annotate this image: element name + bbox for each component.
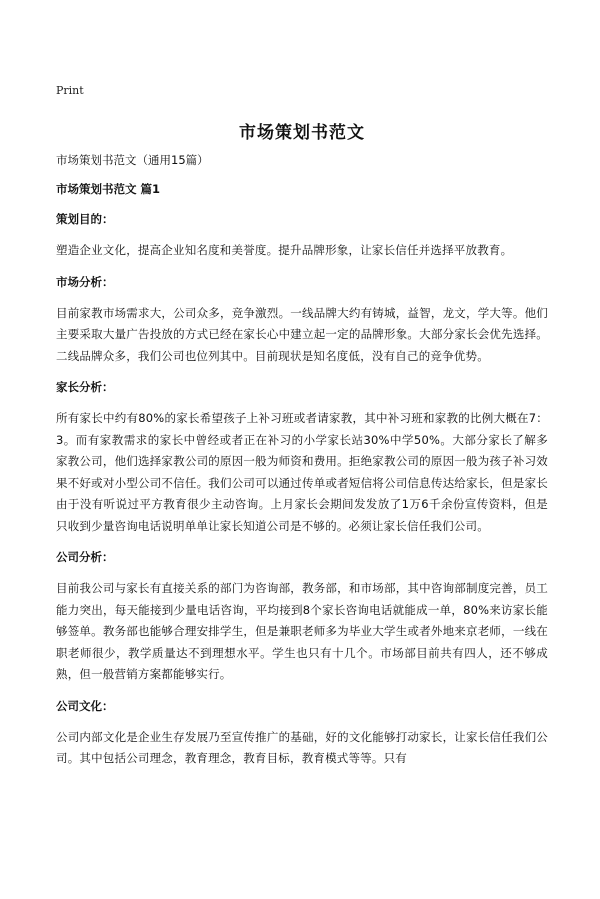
section-heading: 策划目的： [56, 212, 114, 226]
page-title: 市场策划书范文 [239, 123, 365, 143]
section-body: 目前我公司与家长有直接关系的部门为咨询部，教务部，和市场部，其中咨询部制度完善，员工能力突出，每天能接到少量电话咨询，平均接到8个家长咨询电话就能成一单，80%来访家长能够签单。教务部也能够合理安排学生，但是兼职老师多为毕业大学生或者外地来京老师，一线在职老师很少，教学质量达不到理想水平。学生也只有十几个。市场部目前共有四人，还不够成熟，但一般营销方案都能够实行。 [56, 581, 548, 681]
print-link[interactable]: Print [56, 84, 84, 97]
article-heading: 市场策划书范文 篇1 [56, 182, 161, 196]
section-heading: 市场分析： [56, 274, 114, 289]
section-body: 所有家长中约有80%的家长希望孩子上补习班或者请家教，其中补习班和家教的比例大概在7：3。而有家教需求的家长中曾经或者正在补习的小学家长站30%中学50%。大部分家长了解多家教公司，他们选择家教公司的原因一般为师资和费用。拒绝家教公司的原因一般为孩子补习效果不好或对小型公司不信任。我们公司可以通过传单或者短信将公司信息传达给家长，但是家长由于没有听说过平方教育很少主动咨询。上月家长会期间发发放了1万6千余份宣传资料，但是只收到少量咨询电话说明单单让家长知道公司是不够的。必须让家长信任我们公司。 [56, 411, 548, 533]
section-parent-analysis [56, 379, 548, 537]
section-market-analysis [56, 274, 548, 368]
section-body: 公司内部文化是企业生存发展乃至宣传推广的基础，好的文化能够打动家长，让家长信任我们公司。其中包括公司理念，教育理念，教育目标，教育模式等等。只有 [56, 729, 548, 765]
section-heading: 公司文化： [56, 698, 114, 713]
section-body: 塑造企业文化，提高企业知名度和美誉度。提升品牌形象，让家长信任并选择平放教育。 [56, 243, 513, 257]
document-subtitle: 市场策划书范文（通用15篇） [56, 153, 209, 167]
section-company-analysis [56, 549, 548, 686]
section-heading: 家长分析： [56, 380, 114, 394]
section-heading: 公司分析： [56, 550, 114, 564]
section-purpose [56, 211, 548, 262]
section-body: 目前家教市场需求大，公司众多，竞争激烈。一线品牌大约有铸城，益智，龙文，学大等。他们主要采取大量广告投放的方式已经在家长心中建立起一定的品牌形象。大部分家长会优先选择。二线品牌众多，我们公司也位列其中。目前现状是知名度低，没有自己的竞争优势。 [56, 305, 548, 363]
section-company-culture [56, 698, 548, 770]
document-content [56, 152, 548, 782]
